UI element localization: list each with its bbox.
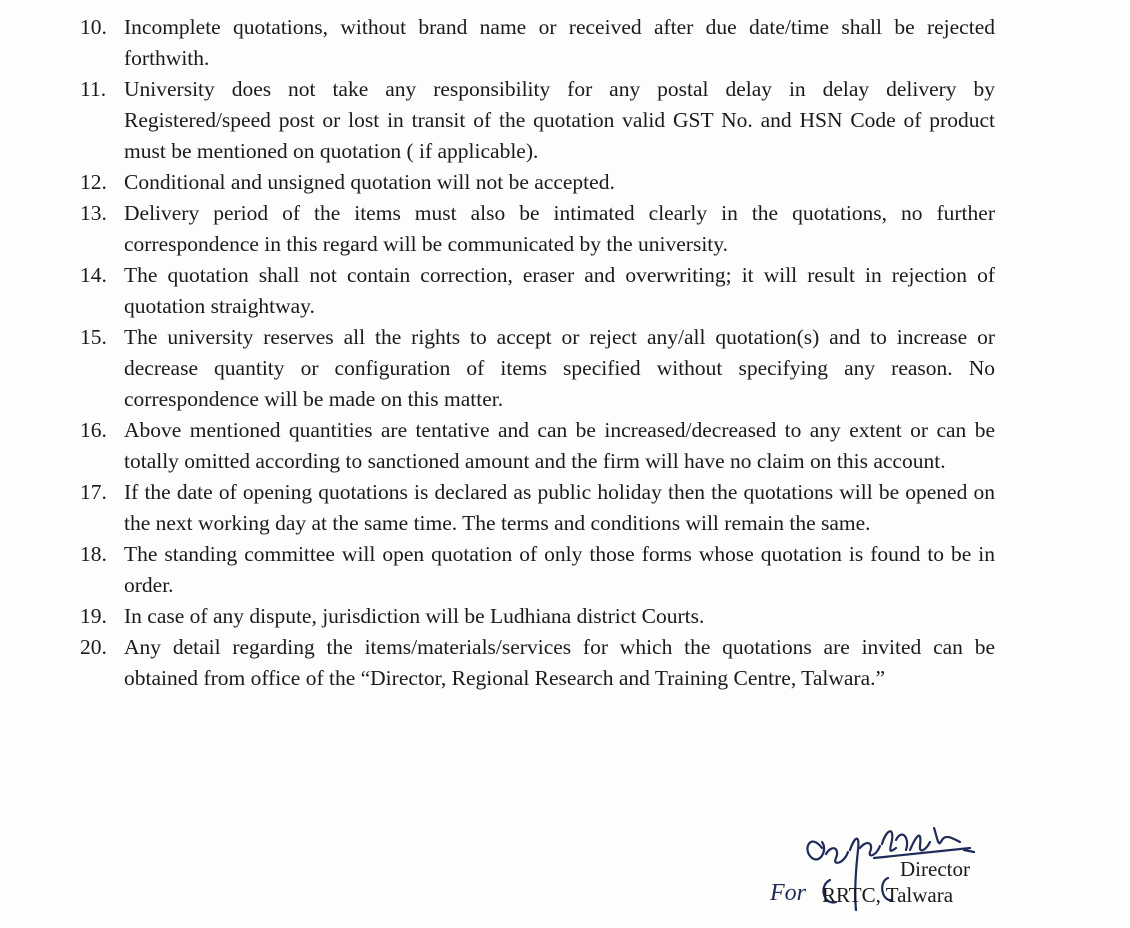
term-number: 19. <box>80 604 107 628</box>
term-number: 16. <box>80 418 107 442</box>
term-number: 17. <box>80 480 107 504</box>
term-text: University does not take any responsibility for any postal delay in delay delivery by Registered/speed post or lost in transit of the quotation valid GST No. and HSN Code of product must be mentioned on quotation ( if applicable). <box>124 77 995 163</box>
term-number: 15. <box>80 325 107 349</box>
term-item <box>80 632 995 694</box>
term-item <box>80 260 995 322</box>
term-item <box>80 477 995 539</box>
term-number: 20. <box>80 635 107 659</box>
signature-for-prefix: For <box>770 880 806 906</box>
term-text: The standing committee will open quotation of only those forms whose quotation is found to be in order. <box>124 542 995 597</box>
term-item <box>80 415 995 477</box>
term-item <box>80 601 995 632</box>
term-text: Delivery period of the items must also be intimated clearly in the quotations, no further correspondence in this regard will be communicated by the university. <box>124 201 995 256</box>
terms-list <box>80 12 995 694</box>
term-text: The quotation shall not contain correction, eraser and overwriting; it will result in rejection of quotation straightway. <box>124 263 995 318</box>
term-text: Conditional and unsigned quotation will not be accepted. <box>124 170 615 194</box>
term-text: Above mentioned quantities are tentative and can be increased/decreased to any extent or can be totally omitted according to sanctioned amount and the firm will have no claim on this account. <box>124 418 995 473</box>
signatory-office: RRTC, Talwara <box>822 883 954 907</box>
term-text: The university reserves all the rights to accept or reject any/all quotation(s) and to increase or decrease quantity or configuration of items specified without specifying any reason. No correspondence will be made on this matter. <box>124 325 995 411</box>
term-number: 14. <box>80 263 107 287</box>
term-item <box>80 167 995 198</box>
term-item <box>80 74 995 167</box>
term-number: 18. <box>80 542 107 566</box>
signature-block <box>770 820 1030 920</box>
term-number: 12. <box>80 170 107 194</box>
signatory-title: Director <box>900 857 970 881</box>
term-item <box>80 322 995 415</box>
term-number: 10. <box>80 15 107 39</box>
term-text: In case of any dispute, jurisdiction will be Ludhiana district Courts. <box>124 604 705 628</box>
term-text: Any detail regarding the items/materials/services for which the quotations are invited can be obtained from office of the “Director, Regional Research and Training Centre, Talwara.” <box>124 635 995 690</box>
term-text: If the date of opening quotations is declared as public holiday then the quotations will be opened on the next working day at the same time. The terms and conditions will remain the same. <box>124 480 995 535</box>
term-item <box>80 539 995 601</box>
term-item <box>80 12 995 74</box>
term-text: Incomplete quotations, without brand name or received after due date/time shall be rejected forthwith. <box>124 15 995 70</box>
term-item <box>80 198 995 260</box>
term-number: 11. <box>80 77 107 101</box>
term-number: 13. <box>80 201 107 225</box>
